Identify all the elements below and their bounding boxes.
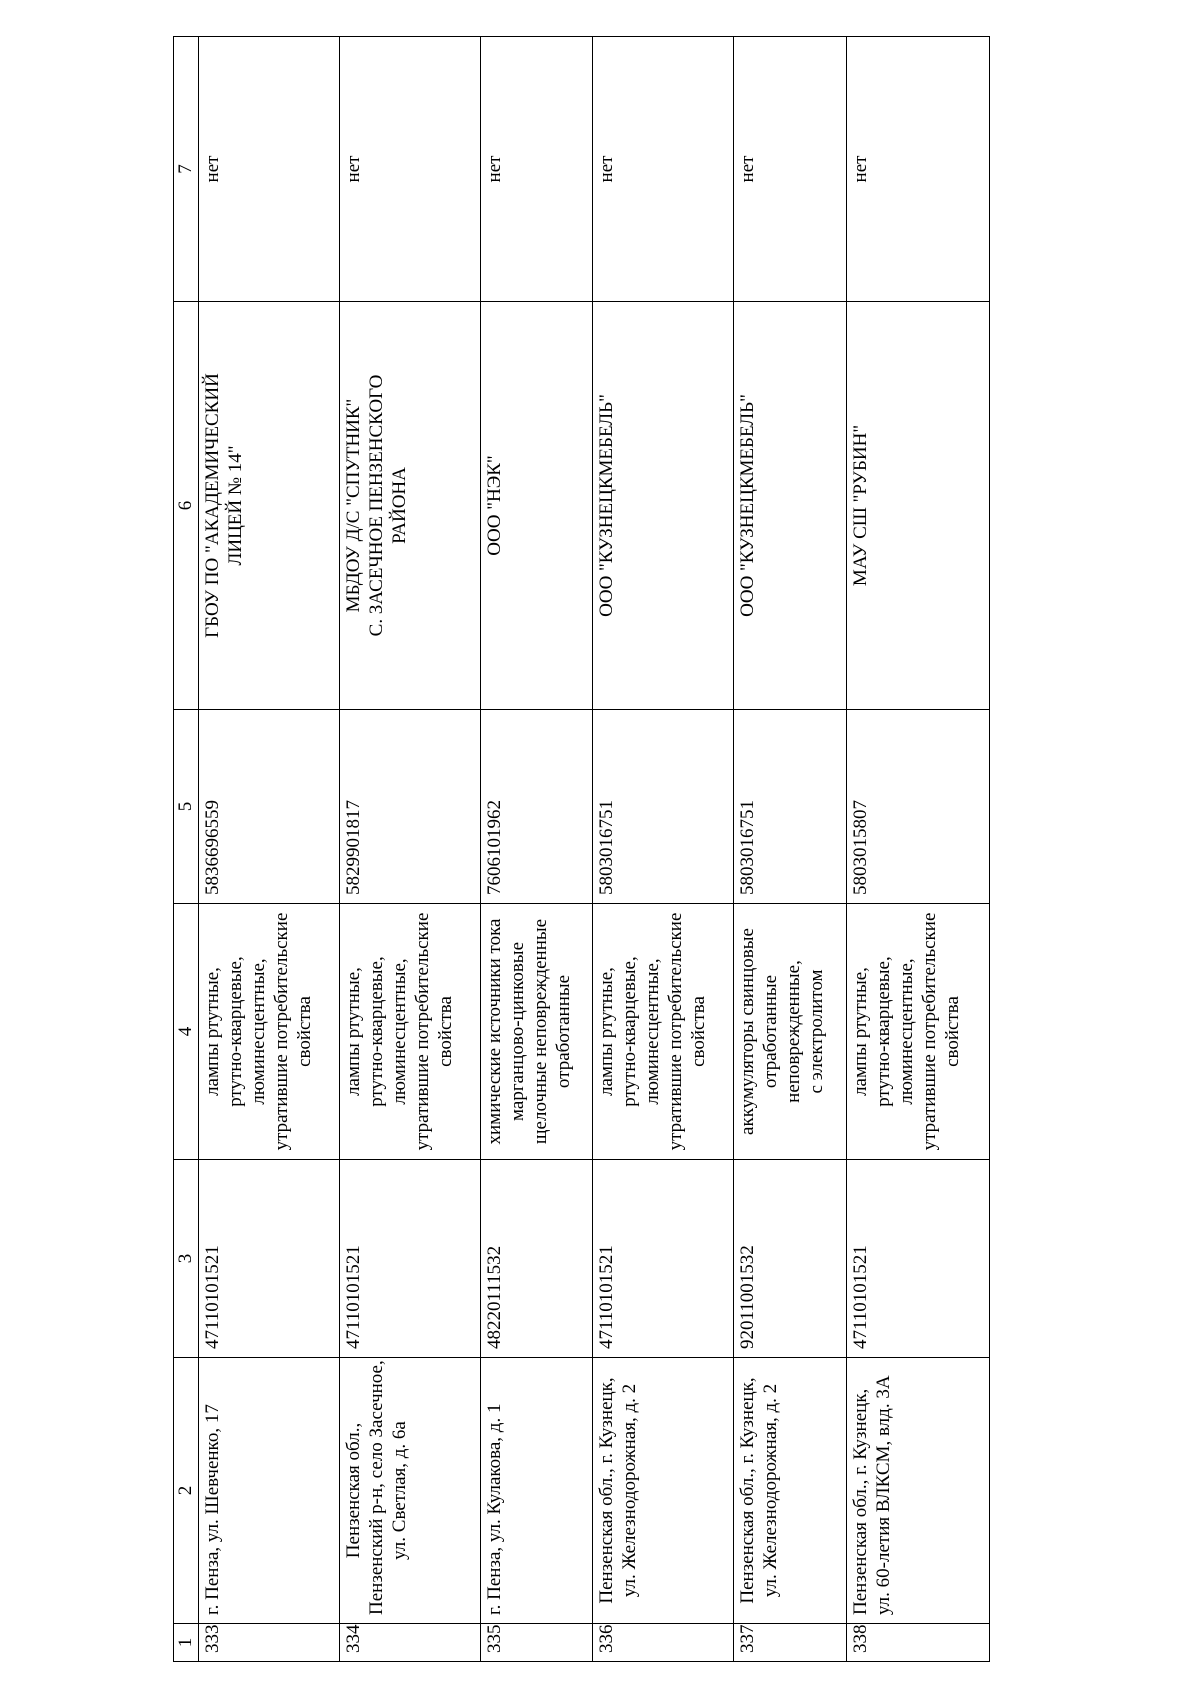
organization-cell <box>198 302 339 710</box>
waste-name-line: ртутно-кварцевые, <box>365 956 387 1107</box>
organization-line: ГБОУ ПО "АКАДЕМИЧЕСКИЙ <box>201 373 223 638</box>
waste-name-line: отработанные <box>552 974 574 1089</box>
note-cell: нет <box>480 37 593 302</box>
organization-line: ООО "КУЗНЕЦКМЕБЕЛЬ" <box>737 394 759 617</box>
note-cell: нет <box>593 37 734 302</box>
column-number: 7 <box>174 37 199 302</box>
organization-line: РАЙОНА <box>388 467 410 544</box>
organization-cell <box>734 302 847 710</box>
inn-cell: 5803015807 <box>846 710 989 904</box>
waste-name-line: утратившие потребительские <box>270 912 292 1151</box>
waste-name-line: химические источники тока <box>483 918 505 1145</box>
waste-name-line: лампы ртутные, <box>596 967 618 1096</box>
address-cell <box>846 1358 989 1624</box>
organization-line: С. ЗАСЕЧНОЕ ПЕНЗЕНСКОГО <box>365 374 387 637</box>
address-line: ул. Железнодорожная, д. 2 <box>619 1383 641 1598</box>
waste-registry-table <box>173 36 990 1662</box>
note-cell: нет <box>339 37 480 302</box>
waste-name-line: утратившие потребительские <box>665 912 687 1151</box>
organization-line: ООО "НЭК" <box>483 455 505 556</box>
waste-code-cell: 47110101521 <box>846 1160 989 1358</box>
address-cell <box>339 1358 480 1624</box>
waste-name-line: щелочные неповрежденные <box>529 918 551 1145</box>
table-row <box>734 37 847 1662</box>
waste-name-line: свойства <box>293 996 315 1067</box>
waste-name-cell <box>593 904 734 1160</box>
waste-name-line: ртутно-кварцевые, <box>224 956 246 1107</box>
inn-cell: 5803016751 <box>593 710 734 904</box>
organization-line: ООО "КУЗНЕЦКМЕБЕЛЬ" <box>596 394 618 617</box>
waste-name-cell <box>846 904 989 1160</box>
address-cell <box>734 1358 847 1624</box>
waste-name-line: люминесцентные, <box>642 958 664 1105</box>
waste-code-cell: 48220111532 <box>480 1160 593 1358</box>
waste-name-line: ртутно-кварцевые, <box>872 956 894 1107</box>
waste-name-line: свойства <box>688 996 710 1067</box>
inn-cell: 5803016751 <box>734 710 847 904</box>
waste-name-cell <box>339 904 480 1160</box>
waste-name-line: утратившие потребительские <box>411 912 433 1151</box>
note-cell: нет <box>734 37 847 302</box>
waste-name-line: лампы ртутные, <box>201 967 223 1096</box>
waste-code-cell: 47110101521 <box>593 1160 734 1358</box>
address-line: г. Пенза, ул. Кулакова, д. 1 <box>483 1403 505 1615</box>
organization-cell <box>339 302 480 710</box>
organization-line: МБДОУ Д/С "СПУТНИК" <box>342 398 364 613</box>
table-body <box>174 37 990 1662</box>
column-number: 3 <box>174 1160 199 1358</box>
address-line: ул. 60-летия ВЛКСМ, влд. 3А <box>872 1375 894 1615</box>
table-row <box>480 37 593 1662</box>
organization-cell <box>846 302 989 710</box>
waste-code-cell: 47110101521 <box>198 1160 339 1358</box>
waste-name-line: марганцово-цинковые <box>506 942 528 1121</box>
waste-name-line: люминесцентные, <box>895 958 917 1105</box>
address-line: Пензенская обл., <box>342 1422 364 1559</box>
waste-name-line: люминесцентные, <box>388 958 410 1105</box>
address-line: г. Пенза, ул. Шевченко, 17 <box>201 1404 223 1615</box>
address-line: Пензенская обл., г. Кузнецк, <box>596 1377 618 1604</box>
address-line: Пензенская обл., г. Кузнецк, <box>849 1388 871 1615</box>
waste-name-line: люминесцентные, <box>247 958 269 1105</box>
address-line: ул. Светлая, д. 6а <box>388 1421 410 1560</box>
row-number-cell: 337 <box>734 1624 847 1662</box>
address-line: ул. Железнодорожная, д. 2 <box>760 1383 782 1598</box>
column-number: 5 <box>174 710 199 904</box>
row-number-cell: 336 <box>593 1624 734 1662</box>
waste-name-line: аккумуляторы свинцовые <box>737 928 759 1135</box>
rotated-page-content <box>173 37 990 1662</box>
waste-name-line: ртутно-кварцевые, <box>619 956 641 1107</box>
note-cell: нет <box>198 37 339 302</box>
address-line: Пензенская обл., г. Кузнецк, <box>737 1377 759 1604</box>
inn-cell: 7606101962 <box>480 710 593 904</box>
organization-line: МАУ СШ "РУБИН" <box>849 424 871 587</box>
waste-name-line: неповрежденные, <box>783 960 805 1103</box>
row-number-cell: 338 <box>846 1624 989 1662</box>
waste-code-cell: 92011001532 <box>734 1160 847 1358</box>
column-number: 2 <box>174 1358 199 1624</box>
column-number-row <box>174 37 199 1662</box>
address-cell <box>480 1358 593 1624</box>
address-cell <box>593 1358 734 1624</box>
waste-name-line: свойства <box>941 996 963 1067</box>
table-row <box>593 37 734 1662</box>
waste-name-cell <box>480 904 593 1160</box>
table-row <box>846 37 989 1662</box>
table-row <box>339 37 480 1662</box>
waste-name-cell <box>734 904 847 1160</box>
waste-name-line: лампы ртутные, <box>342 967 364 1096</box>
row-number-cell: 334 <box>339 1624 480 1662</box>
address-line: Пензенский р-н, село Засечное, <box>365 1360 387 1615</box>
waste-name-line: с электролитом <box>806 969 828 1094</box>
column-number: 4 <box>174 904 199 1160</box>
organization-cell <box>593 302 734 710</box>
row-number-cell: 335 <box>480 1624 593 1662</box>
address-cell <box>198 1358 339 1624</box>
waste-code-cell: 47110101521 <box>339 1160 480 1358</box>
column-number: 6 <box>174 302 199 710</box>
waste-name-line: свойства <box>434 996 456 1067</box>
row-number-cell: 333 <box>198 1624 339 1662</box>
waste-name-line: отработанные <box>760 974 782 1089</box>
waste-name-line: лампы ртутные, <box>849 967 871 1096</box>
organization-line: ЛИЦЕЙ № 14" <box>224 445 246 566</box>
waste-name-cell <box>198 904 339 1160</box>
inn-cell: 5836696559 <box>198 710 339 904</box>
inn-cell: 5829901817 <box>339 710 480 904</box>
organization-cell <box>480 302 593 710</box>
table-row <box>198 37 339 1662</box>
waste-name-line: утратившие потребительские <box>918 912 940 1151</box>
note-cell: нет <box>846 37 989 302</box>
column-number: 1 <box>174 1624 199 1662</box>
